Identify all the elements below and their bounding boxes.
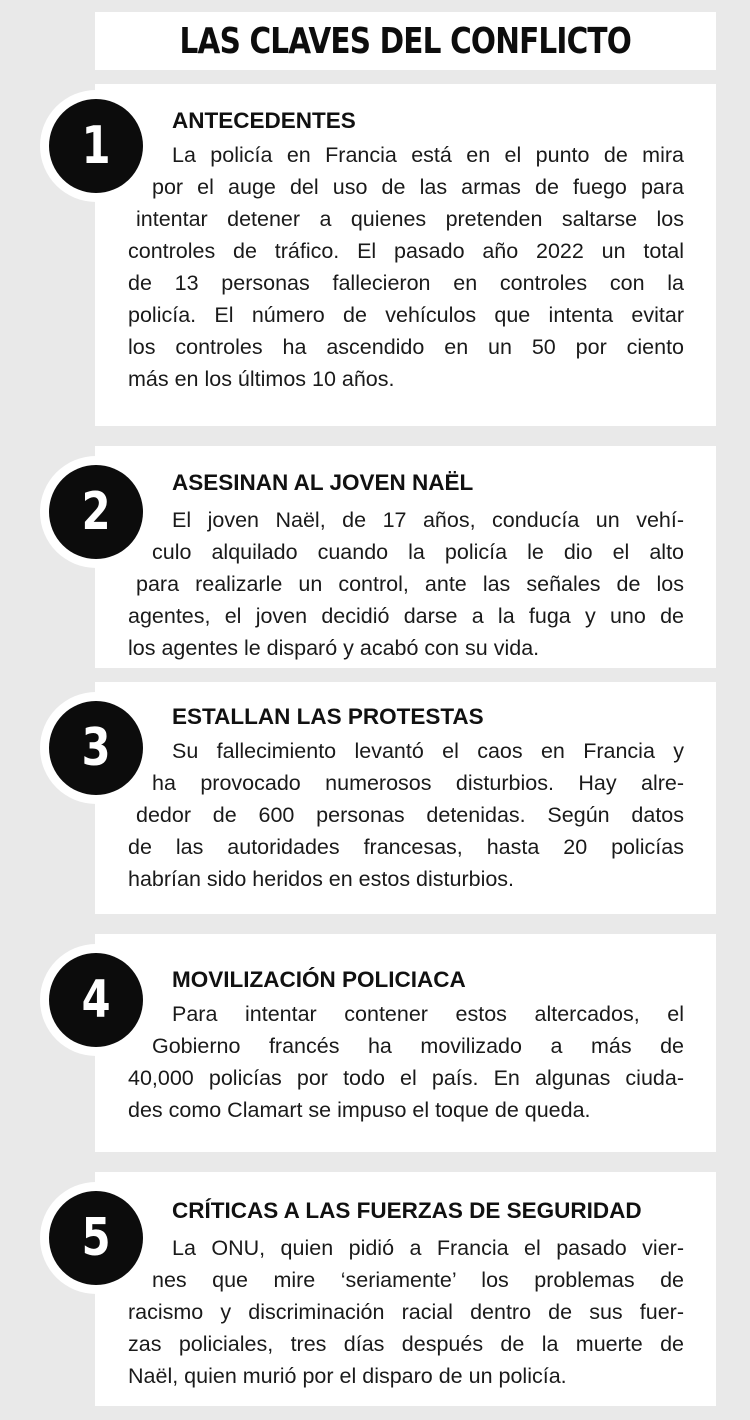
body-line: habrían sido heridos en estos disturbios. [128,867,515,891]
body-line: nes que mire ‘seriamente’ los problemas de [152,1268,684,1292]
section-number: 2 [81,482,111,542]
body-line: ha provocado numerosos disturbios. Hay alre- [152,771,684,795]
body-line: dedor de 600 personas detenidas. Según datos [136,803,684,827]
body-line: de 13 personas fallecieron en controles con la [128,271,684,295]
body-line: racismo y discriminación racial dentro de sus fuer- [128,1300,684,1324]
section-body-4 [128,998,684,1126]
page-title: LAS CLAVES DEL CONFLICTO [179,20,632,62]
section-body-3 [128,735,684,895]
section-heading-2: ASESINAN AL JOVEN NAËL [172,470,474,495]
body-line: los controles ha ascendido en un 50 por ciento [128,335,684,359]
body-line: Su fallecimiento levantó el caos en Francia y [172,739,684,763]
section-number: 1 [81,116,111,176]
section-body-1 [128,139,684,395]
body-line: para realizarle un control, ante las señales de los [136,572,684,596]
body-line: Naël, quien murió por el disparo de un policía. [128,1364,567,1388]
section-number: 4 [81,970,111,1030]
body-line: El joven Naël, de 17 años, conducía un vehí- [172,508,684,532]
section-number: 5 [81,1208,111,1268]
body-line: por el auge del uso de las armas de fuego para [152,175,684,199]
body-line: agentes, el joven decidió darse a la fuga y uno de [128,604,684,628]
section-heading-1: ANTECEDENTES [172,108,356,133]
body-line: La ONU, quien pidió a Francia el pasado vier- [172,1236,684,1260]
body-line: culo alquilado cuando la policía le dio el alto [152,540,684,564]
body-line: policía. El número de vehículos que intenta evitar [128,303,684,327]
body-line: intentar detener a quienes pretenden saltarse los [136,207,684,231]
title-banner [95,12,716,70]
body-line: los agentes le disparó y acabó con su vida. [128,636,540,660]
section-heading-3: ESTALLAN LAS PROTESTAS [172,704,484,729]
section-body-2 [128,504,684,664]
body-line: más en los últimos 10 años. [128,367,395,391]
section-body-5 [128,1232,684,1392]
body-line: Para intentar contener estos altercados, el [172,1002,684,1026]
body-line: des como Clamart se impuso el toque de queda. [128,1098,591,1122]
body-line: La policía en Francia está en el punto de mira [172,143,684,167]
section-heading-5: CRÍTICAS A LAS FUERZAS DE SEGURIDAD [172,1198,642,1223]
body-line: de las autoridades francesas, hasta 20 policías [128,835,684,859]
section-number: 3 [81,718,111,778]
body-line: 40,000 policías por todo el país. En algunas ciuda- [128,1066,684,1090]
body-line: Gobierno francés ha movilizado a más de [152,1034,684,1058]
body-line: zas policiales, tres días después de la muerte de [128,1332,684,1356]
section-heading-4: MOVILIZACIÓN POLICIACA [172,967,466,992]
body-line: controles de tráfico. El pasado año 2022 un total [128,239,684,263]
